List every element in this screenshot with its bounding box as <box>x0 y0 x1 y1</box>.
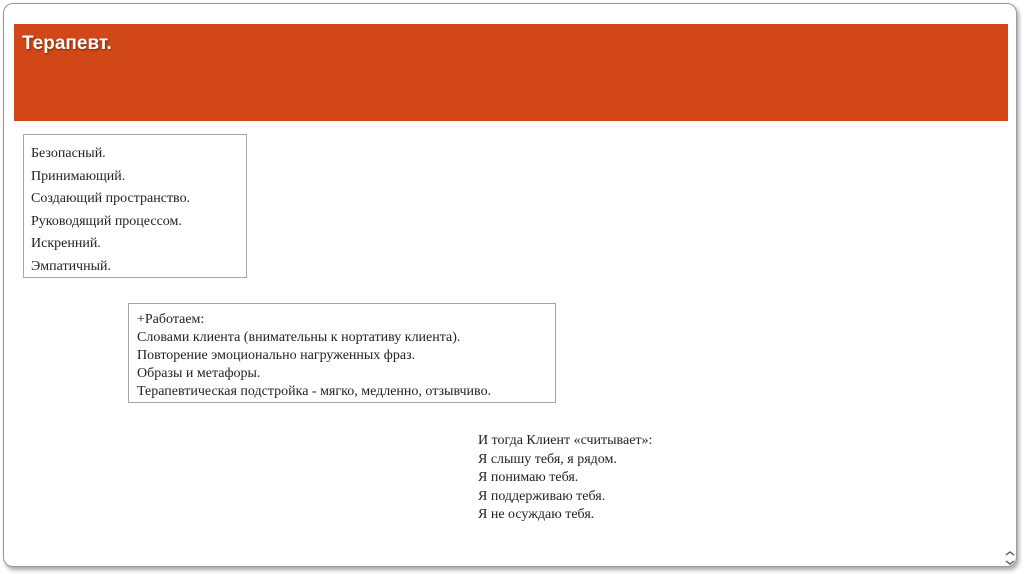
slide-nav-arrows-icon[interactable] <box>1003 551 1017 565</box>
slide-title: Терапевт. <box>22 33 112 54</box>
therapist-qualities-box <box>23 134 247 278</box>
quality-item: Безопасный. <box>31 146 106 161</box>
working-method-item: Словами клиента (внимательны к нортативу клиента). <box>137 330 461 345</box>
working-method-item: Терапевтическая подстройка - мягко, медленно, отзывчиво. <box>137 384 492 399</box>
client-reads-item: Я слышу тебя, я рядом. <box>478 451 617 467</box>
client-reads-item: Я поддерживаю тебя. <box>478 488 606 504</box>
quality-item: Принимающий. <box>31 168 126 184</box>
client-reads-item: Я не осуждаю тебя. <box>478 507 595 522</box>
working-method-item: Образы и метафоры. <box>137 366 261 381</box>
client-reads-item: Я понимаю тебя. <box>478 470 579 485</box>
quality-item: Руководящий процессом. <box>31 213 182 229</box>
title-bar <box>14 24 1008 121</box>
client-reads-heading: И тогда Клиент «считывает»: <box>478 433 653 448</box>
working-method-item: Повторение эмоционально нагруженных фраз. <box>137 348 416 363</box>
client-reads-text <box>478 432 652 525</box>
quality-item: Создающий пространство. <box>31 191 191 206</box>
working-methods-heading: +Работаем: <box>137 312 205 327</box>
quality-item: Эмпатичный. <box>31 258 111 274</box>
working-methods-box <box>128 303 556 403</box>
quality-item: Искренний. <box>31 236 101 251</box>
slide-frame <box>3 3 1017 567</box>
